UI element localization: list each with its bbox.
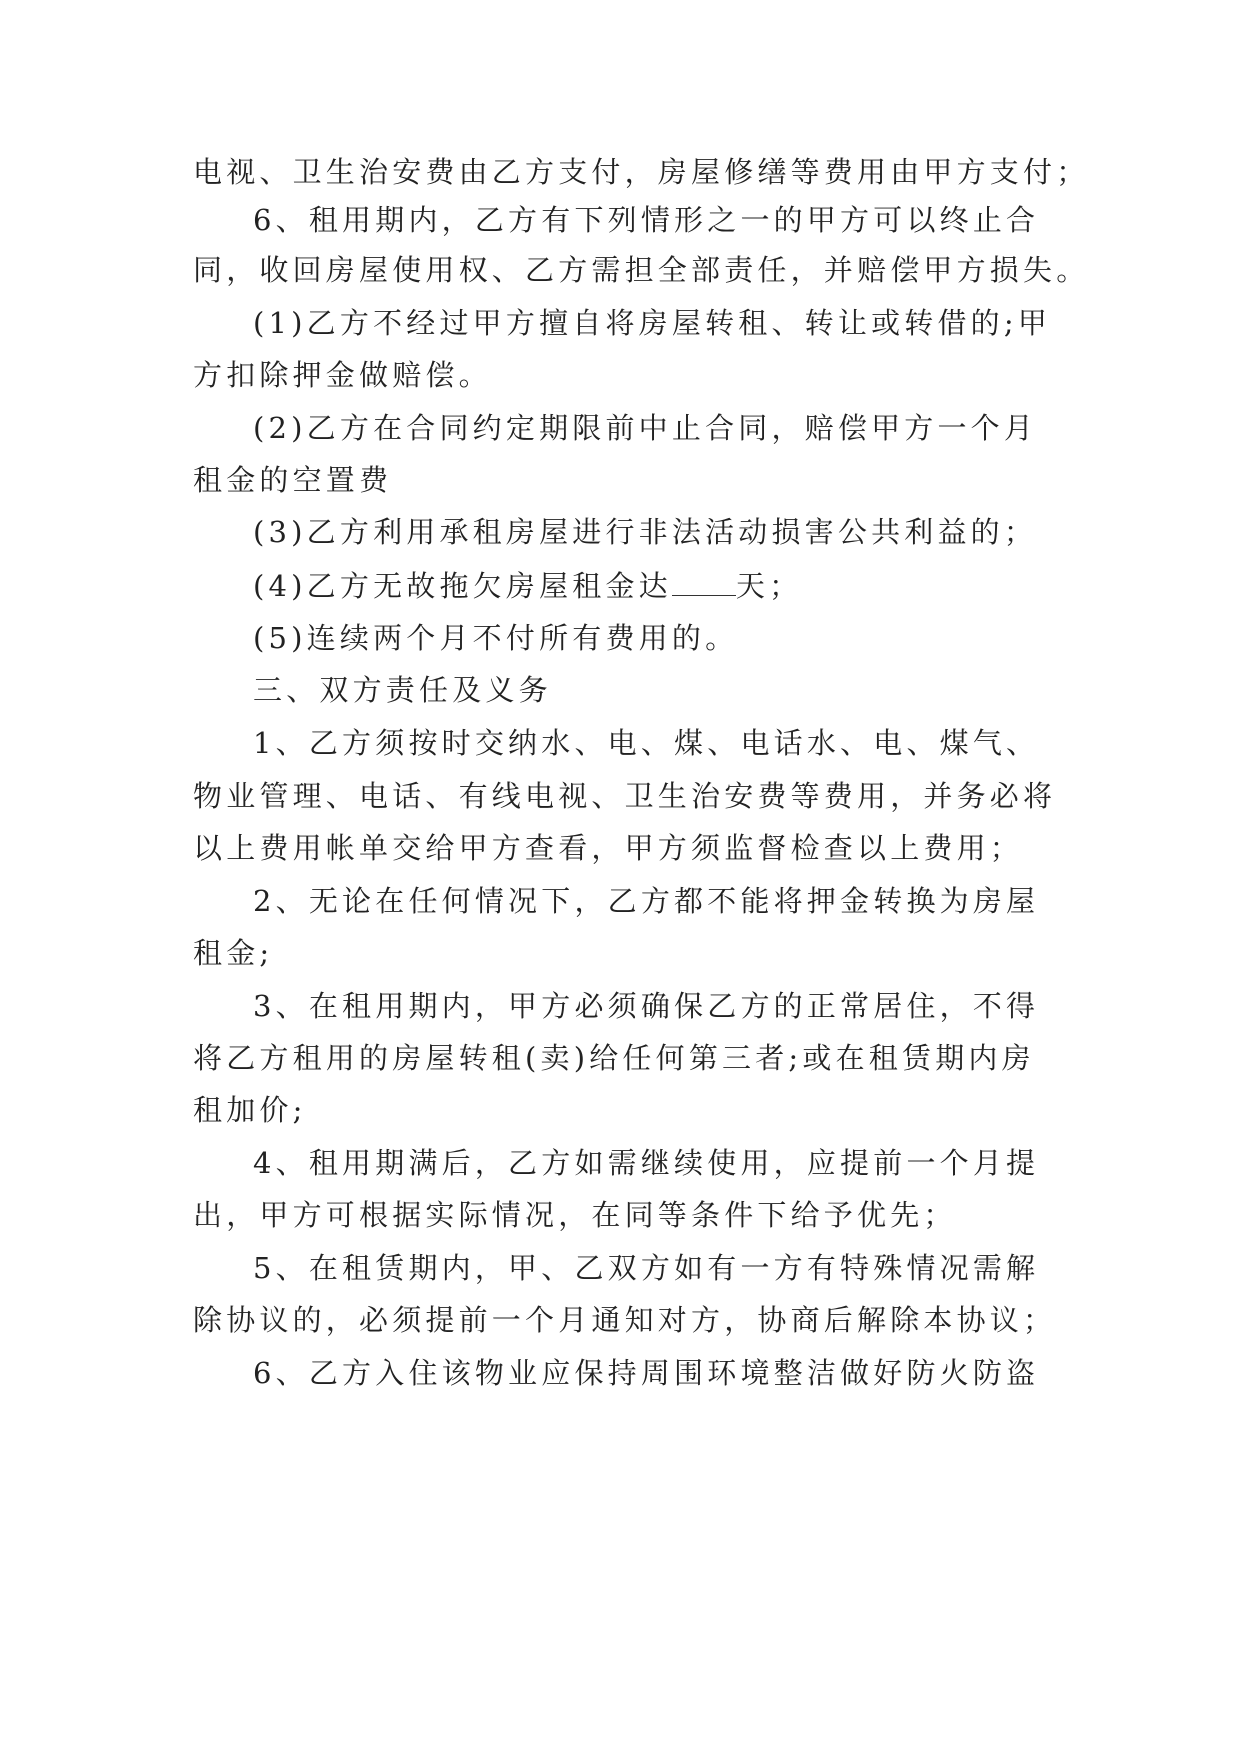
text-line: 租金; bbox=[193, 936, 274, 970]
text-line: 物业管理、电话、有线电视、卫生治安费等费用，并务必将 bbox=[193, 779, 1057, 813]
fill-in-blank bbox=[672, 569, 736, 596]
text-line: 租加价; bbox=[193, 1093, 307, 1127]
text-line: 同，收回房屋使用权、乙方需担全部责任，并赔偿甲方损失。 bbox=[193, 253, 1090, 287]
text-line: 方扣除押金做赔偿。 bbox=[193, 358, 492, 392]
text-line: 以上费用帐单交给甲方查看，甲方须监督检查以上费用； bbox=[193, 831, 1024, 865]
text-line: 除协议的，必须提前一个月通知对方，协商后解除本协议； bbox=[193, 1303, 1057, 1337]
text-line: 1、乙方须按时交纳水、电、煤、电话水、电、煤气、 bbox=[253, 726, 1040, 760]
text-segment: 天； bbox=[735, 569, 803, 603]
text-line: (1)乙方不经过甲方擅自将房屋转租、转让或转借的;甲 bbox=[253, 306, 1052, 340]
text-line: 租金的空置费 bbox=[193, 463, 393, 497]
text-line: 2、无论在任何情况下，乙方都不能将押金转换为房屋 bbox=[253, 884, 1040, 918]
text-line: 4、租用期满后，乙方如需继续使用，应提前一个月提 bbox=[253, 1146, 1040, 1180]
section-heading: 三、双方责任及义务 bbox=[253, 673, 552, 707]
text-line: (3)乙方利用承租房屋进行非法活动损害公共利益的； bbox=[253, 515, 1038, 549]
text-line-with-blank bbox=[253, 566, 802, 606]
text-line: 3、在租用期内，甲方必须确保乙方的正常居住，不得 bbox=[253, 989, 1040, 1023]
text-line: (2)乙方在合同约定期限前中止合同，赔偿甲方一个月 bbox=[253, 411, 1038, 445]
text-line: 电视、卫生治安费由乙方支付，房屋修缮等费用由甲方支付； bbox=[193, 155, 1090, 189]
text-line: 出，甲方可根据实际情况，在同等条件下给予优先； bbox=[193, 1198, 957, 1232]
text-line: 6、乙方入住该物业应保持周围环境整洁做好防火防盗 bbox=[253, 1356, 1040, 1390]
text-line: (5)连续两个月不付所有费用的。 bbox=[253, 621, 739, 655]
text-segment: (4)乙方无故拖欠房屋租金达 bbox=[253, 569, 672, 603]
text-line: 5、在租赁期内，甲、乙双方如有一方有特殊情况需解 bbox=[253, 1251, 1040, 1285]
text-line: 将乙方租用的房屋转租(卖)给任何第三者;或在租赁期内房 bbox=[193, 1041, 1035, 1075]
text-line: 6、租用期内，乙方有下列情形之一的甲方可以终止合 bbox=[253, 203, 1040, 237]
